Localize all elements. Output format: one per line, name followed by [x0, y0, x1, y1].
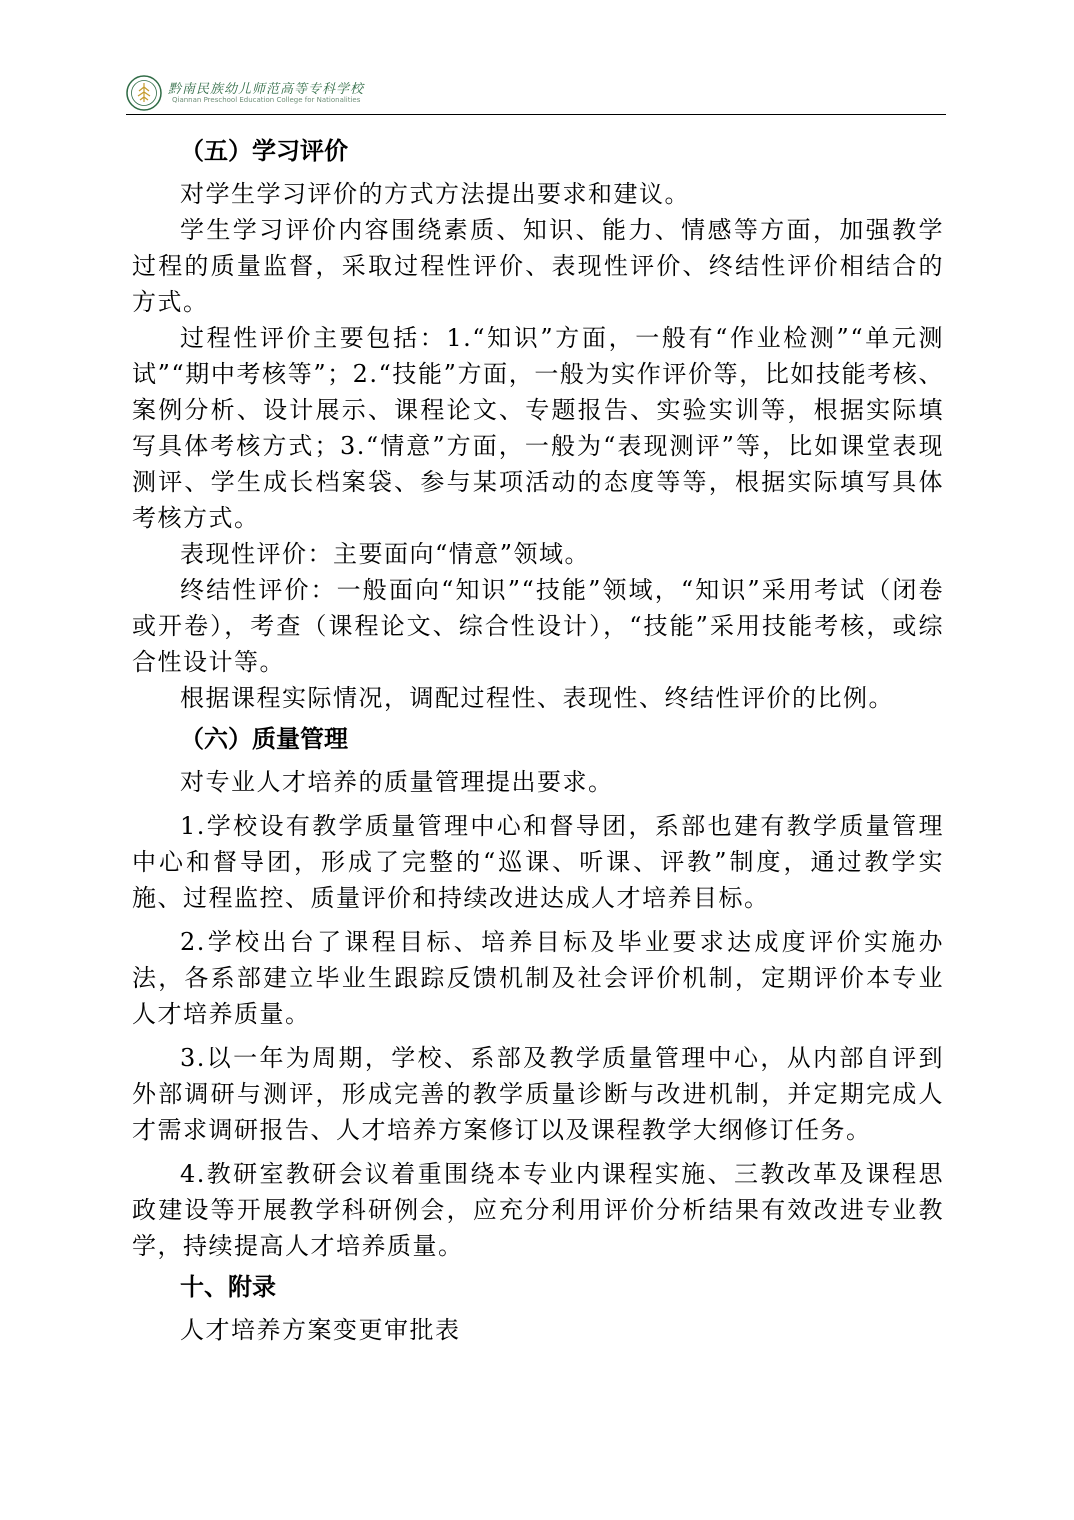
paragraph: 人才培养方案变更审批表 — [180, 1316, 461, 1344]
page-header — [126, 72, 946, 116]
paragraph: 过程性评价主要包括：1.“知识”方面，一般有“作业检测”“单元测试”“期中考核等”；2.“技能”方面，一般为实作评价等，比如技能考核、案例分析、设计展示、课程论文、专题报告、实验实训等，根据实际填写具体考核方式；3.“情意”方面，一般为“表现测评”等，比如课堂表现测评、学生成长档案袋、参与某项活动的态度等等，根据实际填写具体考核方式。 — [132, 324, 944, 532]
list-item: 4.教研室教研会议着重围绕本专业内课程实施、三教改革及课程思政建设等开展教学科研例会，应充分利用评价分析结果有效改进专业教学，持续提高人才培养质量。 — [132, 1160, 944, 1260]
paragraph: 根据课程实际情况，调配过程性、表现性、终结性评价的比例。 — [180, 684, 894, 712]
paragraph: 对专业人才培养的质量管理提出要求。 — [180, 768, 614, 796]
list-item: 3.以一年为周期，学校、系部及教学质量管理中心，从内部自评到外部调研与测评，形成完善的教学质量诊断与改进机制，并定期完成人才需求调研报告、人才培养方案修订以及课程教学大纲修订任务。 — [132, 1044, 944, 1144]
school-name-en: Qiannan Preschool Education College for Nationalities — [172, 96, 361, 104]
college-emblem-icon — [126, 75, 162, 111]
section-heading-appendix: 十、附录 — [180, 1273, 276, 1301]
paragraph: 表现性评价：主要面向“情意”领域。 — [180, 540, 591, 568]
paragraph: 对学生学习评价的方式方法提出要求和建议。 — [180, 180, 690, 208]
section-heading-learning-evaluation: （五）学习评价 — [180, 137, 348, 165]
section-heading-quality-management: （六）质量管理 — [180, 725, 348, 753]
document-body — [132, 128, 944, 1348]
list-item: 2.学校出台了课程目标、培养目标及毕业要求达成度评价实施办法，各系部建立毕业生跟踪反馈机制及社会评价机制，定期评价本专业人才培养质量。 — [132, 928, 944, 1028]
paragraph: 学生学习评价内容围绕素质、知识、能力、情感等方面，加强教学过程的质量监督，采取过程性评价、表现性评价、终结性评价相结合的方式。 — [132, 216, 944, 316]
list-item: 1.学校设有教学质量管理中心和督导团，系部也建有教学质量管理中心和督导团，形成了完整的“巡课、听课、评教”制度，通过教学实施、过程监控、质量评价和持续改进达成人才培养目标。 — [132, 812, 944, 912]
school-name: 黔南民族幼儿师范高等专科学校 — [168, 82, 365, 97]
paragraph: 终结性评价：一般面向“知识”“技能”领域，“知识”采用考试（闭卷或开卷），考查（课程论文、综合性设计），“技能”采用技能考核，或综合性设计等。 — [132, 576, 944, 676]
header-divider — [126, 114, 946, 115]
